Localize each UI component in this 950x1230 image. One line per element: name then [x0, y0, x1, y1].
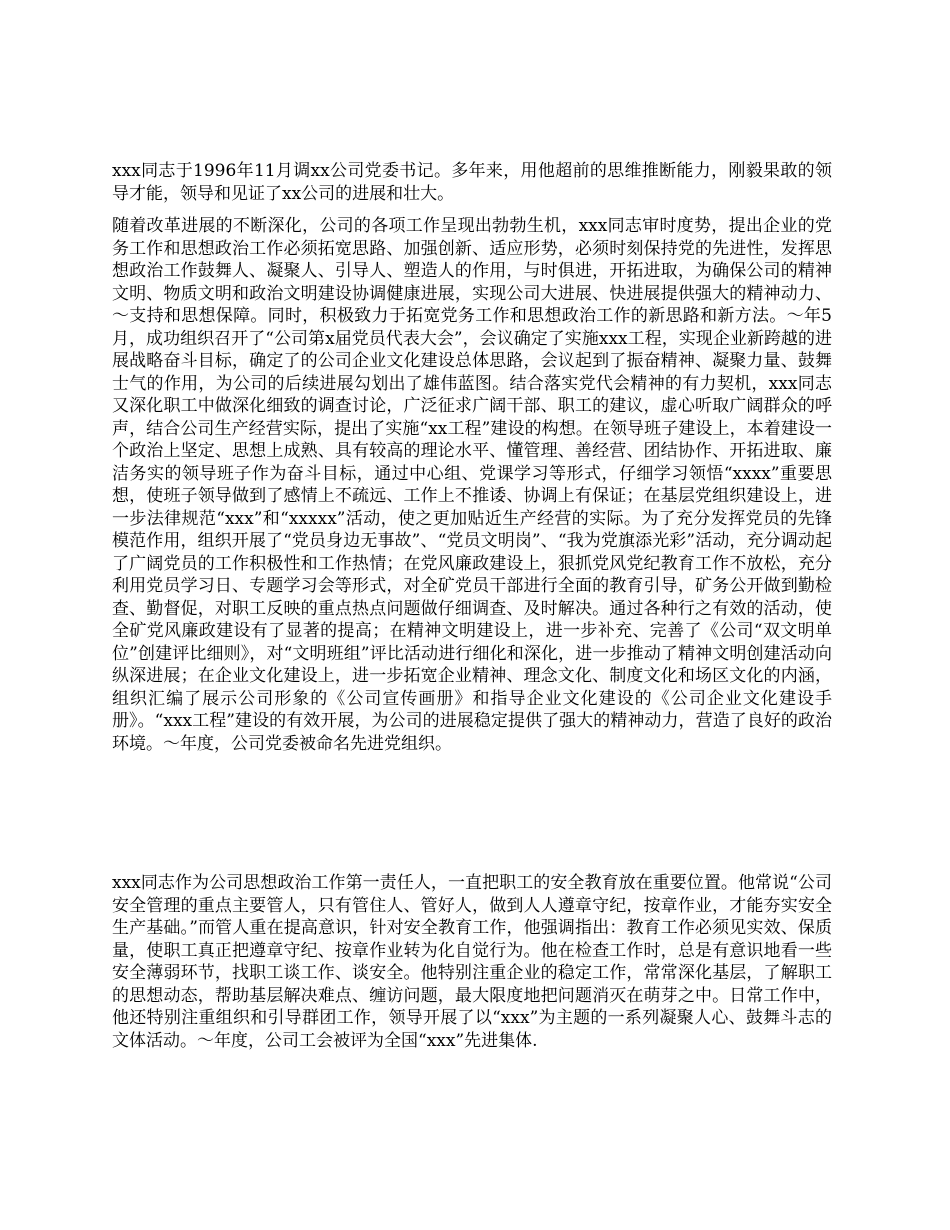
- paragraph-party-work: 随着改革进展的不断深化，公司的各项工作呈现出勃勃生机，xxx同志审时度势，提出企业的党务工作和思想政治工作必须拓宽思路、加强创新、适应形势，必须时刻保持党的先进性，发挥思想政治工作鼓舞人、凝聚人、引导人、塑造人的作用，与时俱进，开拓进取，为确保公司的精神文明、物质文明和政治文明建设协调健康进展，实现公司大进展、快进展提供强大的精神动力、～支持和思想保障。同时，积极致力于拓宽党务工作和思想政治工作的新思路和新方法。～年5月，成功组织召开了“公司第x届党员代表大会”，会议确定了实施xxx工程，实现企业新跨越的进展战略奋斗目标，确定了的公司企业文化建设总体思路，会议起到了振奋精神、凝聚力量、鼓舞士气的作用，为公司的后续进展勾划出了雄伟蓝图。结合落实党代会精神的有力契机，xxx同志又深化职工中做深化细致的调查讨论，广泛征求广阔干部、职工的建议，虚心听取广阔群众的呼声，结合公司生产经营实际，提出了实施“xx工程”建设的构想。在领导班子建设上，本着建设一个政治上坚定、思想上成熟、具有较高的理论水平、懂管理、善经营、团结协作、开拓进取、廉洁务实的领导班子作为奋斗目标，通过中心组、党课学习等形式，仔细学习领悟“xxxx”重要思想，使班子领导做到了感情上不疏远、工作上不推诿、协调上有保证；在基层党组织建设上，进一步法律规范“xxx”和“xxxxx”活动，使之更加贴近生产经营的实际。为了充分发挥党员的先锋模范作用，组织开展了“党员身边无事故”、“党员文明岗”、“我为党旗添光彩”活动，充分调动起了广阔党员的工作积极性和工作热情；在党风廉政建设上，狠抓党风党纪教育工作不放松，充分利用党员学习日、专题学习会等形式，对全矿党员干部进行全面的教育引导，矿务公开做到勤检查、勤督促，对职工反映的重点热点问题做仔细调查、及时解决。通过各种行之有效的活动，使全矿党风廉政建设有了显著的提高；在精神文明建设上，进一步补充、完善了《公司“双文明单位”创建评比细则》，对“文明班组”评比活动进行细化和深化，进一步推动了精神文明创建活动向纵深进展；在企业文化建设上，进一步拓宽企业精神、理念文化、制度文化和场区文化的内涵，组织汇编了展示公司形象的《公司宣传画册》和指导企业文化建设的《公司企业文化建设手册》。“xxx工程”建设的有效开展，为公司的进展稳定提供了强大的精神动力，营造了良好的政治环境。～年度，公司党委被命名先进党组织。: [112, 216, 832, 754]
- paragraph-appointment: xxx同志于1996年11月调xx公司党委书记。多年来，用他超前的思维推断能力，刚毅果敢的领导才能，领导和见证了xx公司的进展和壮大。: [112, 161, 832, 204]
- paragraph-safety-education: xxx同志作为公司思想政治工作第一责任人，一直把职工的安全教育放在重要位置。他常说“公司安全管理的重点主要管人，只有管住人、管好人，做到人人遵章守纪，按章作业，才能夯实安全生产基础。”而管人重在提高意识，针对安全教育工作，他强调指出：教育工作必须见实效、保质量，使职工真正把遵章守纪、按章作业转为化自觉行为。他在检查工作时，总是有意识地看一些安全薄弱环节，找职工谈工作、谈安全。他特别注重企业的稳定工作，常常深化基层，了解职工的思想动态，帮助基层解决难点、缠访问题，最大限度地把问题消灭在萌芽之中。日常工作中，他还特别注重组织和引导群团工作，领导开展了以“xxx”为主题的一系列凝聚人心、鼓舞斗志的文体活动。～年度，公司工会被评为全国“xxx”先进集体.: [112, 873, 832, 1051]
